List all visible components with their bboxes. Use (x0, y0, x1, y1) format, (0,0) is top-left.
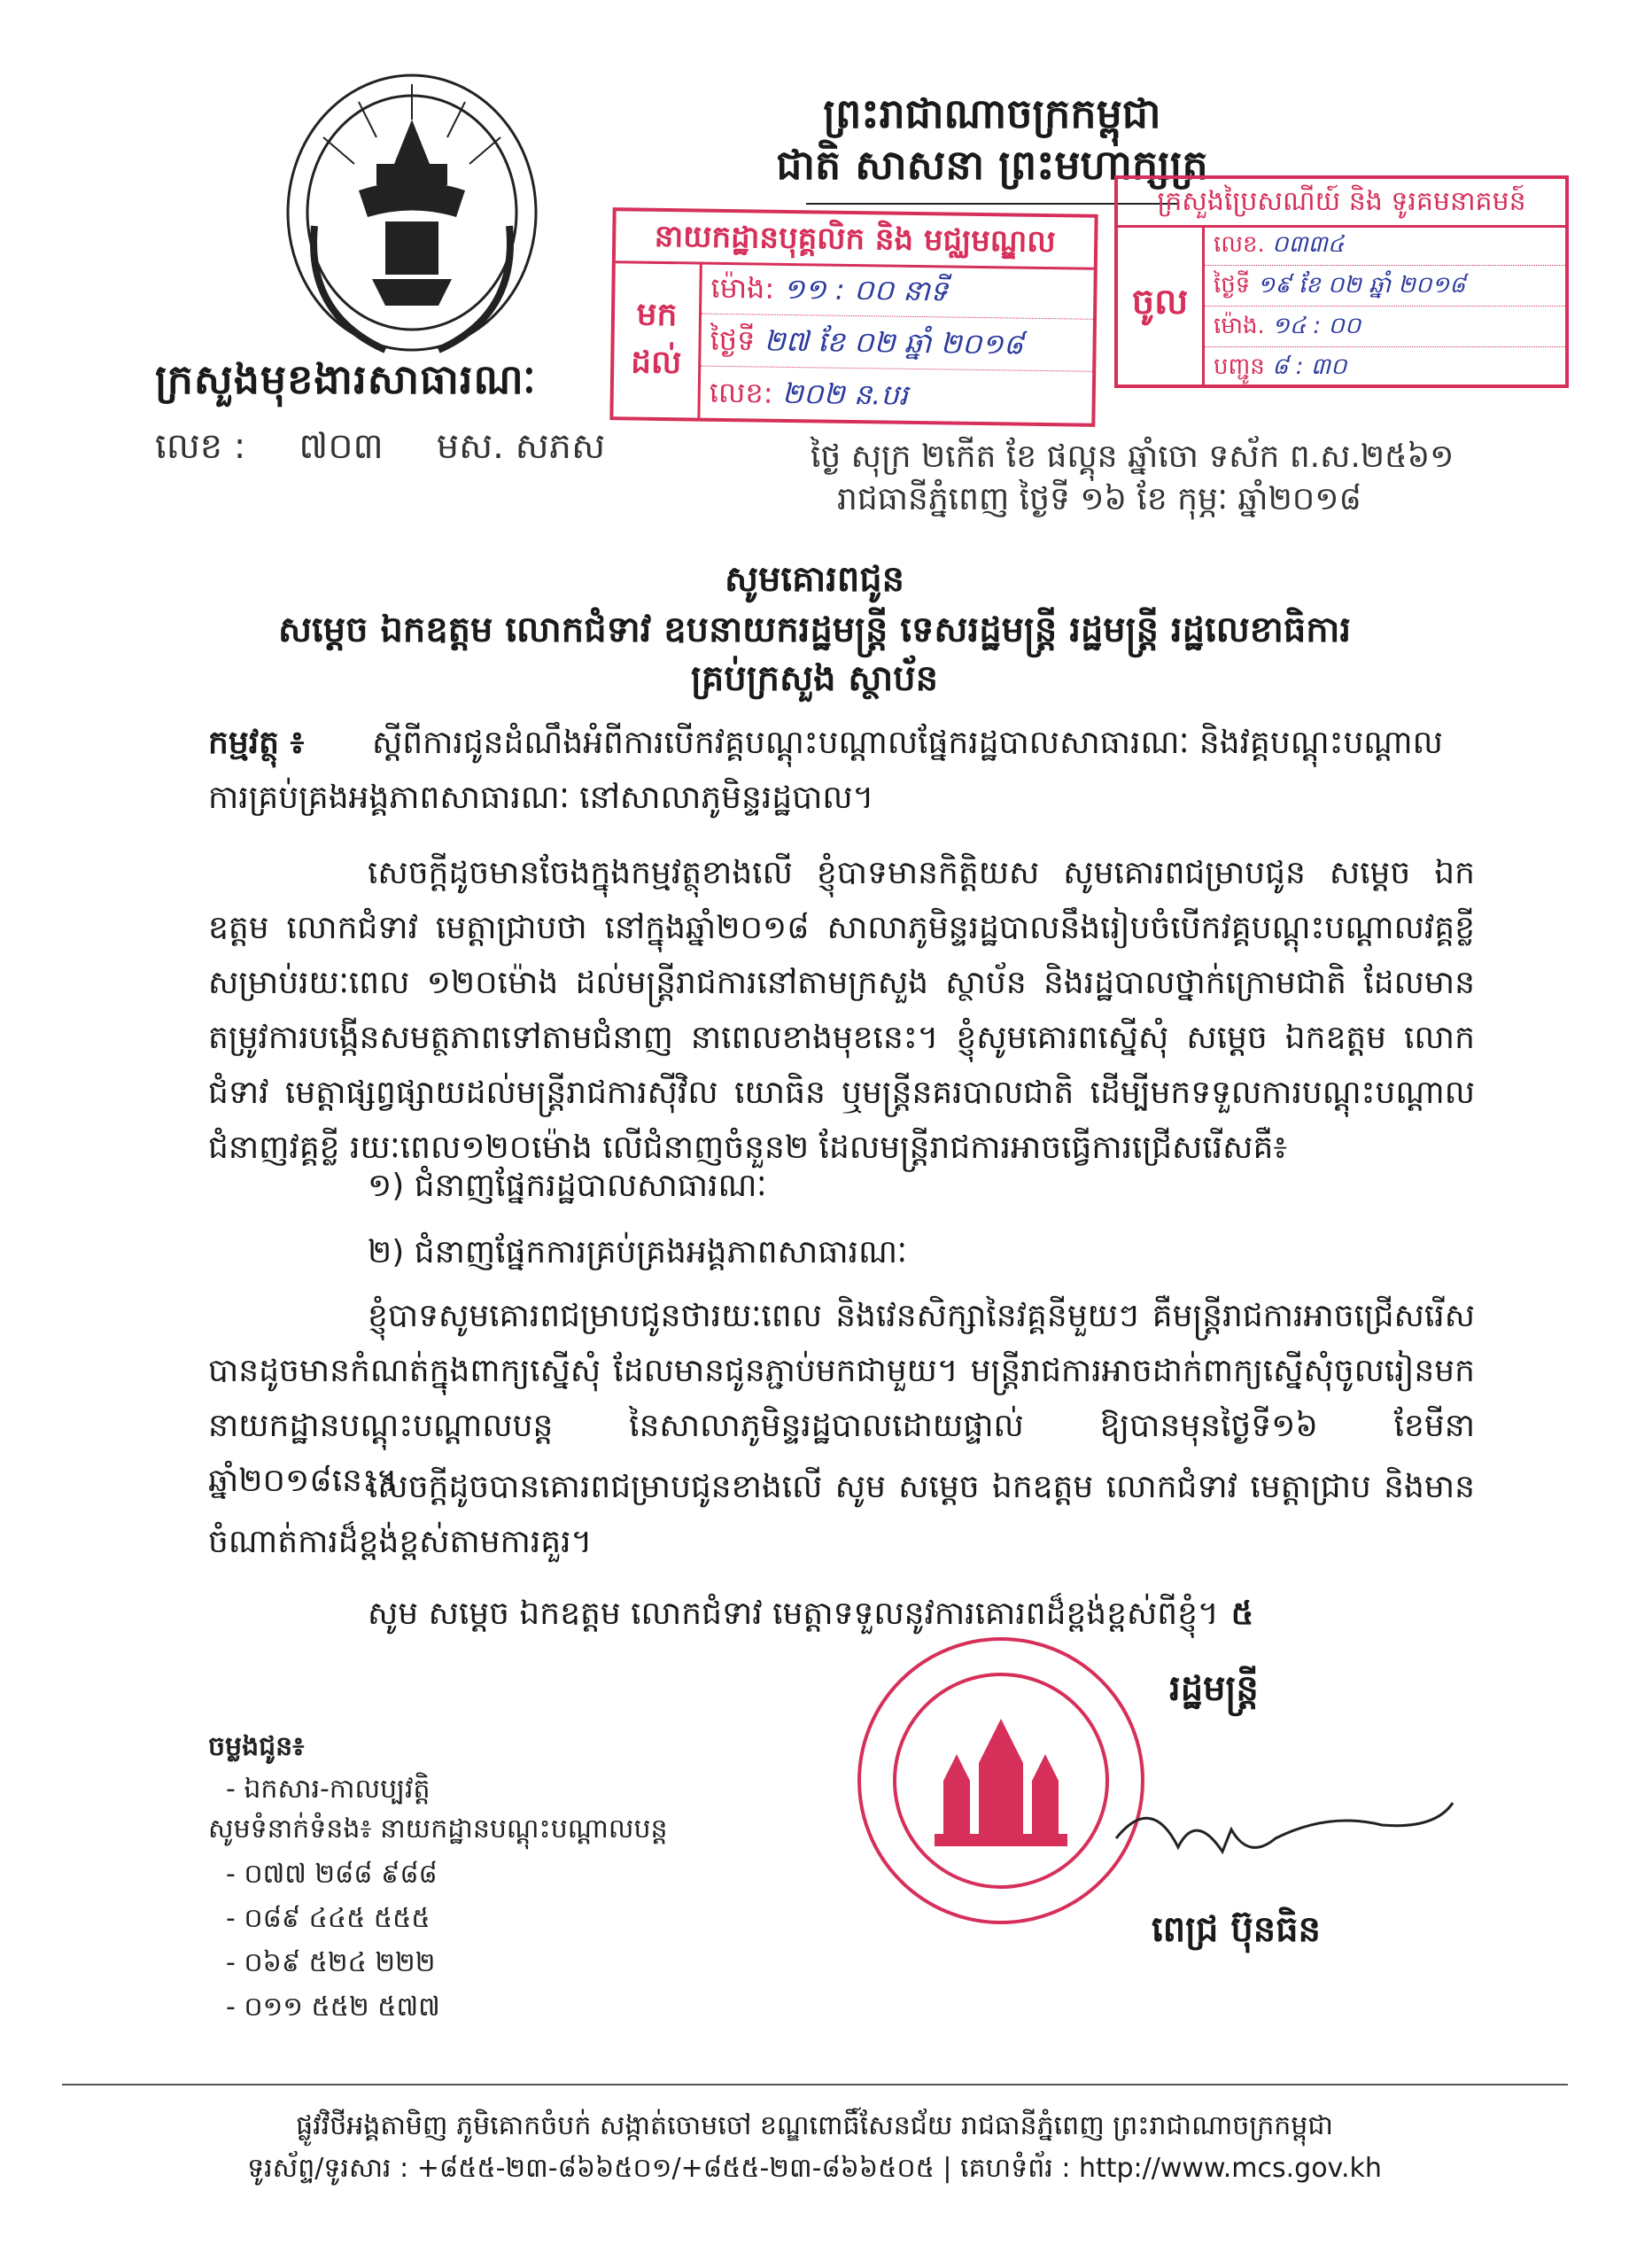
incoming-ref-label: បញ្ជូន (1214, 353, 1265, 380)
footer-contact: ទូរស័ព្ទ/ទូរសារ : +៨៥៥-២៣-៨៦៦៥០១/+៨៥៥-២៣-៨៦៦៥០៥ | គេហទំព័រ : http://www.mcs.gov.kh (247, 2153, 1382, 2184)
subject-text: ស្តីពីការជូនដំណឹងអំពីការបើកវគ្គបណ្តុះបណ្តាលផ្នែករដ្ឋបាលសាធារណៈ និងវគ្គបណ្តុះបណ្តាលការគ្រប់គ្រងអង្គភាពសាធារណៈ នៅសាលាភូមិន្ទរដ្ឋបាល។ (208, 725, 1443, 816)
received-side-line1: មក (636, 296, 678, 334)
salutation-recipients: សម្តេច ឯកឧត្តម លោកជំទាវ ឧបនាយករដ្ឋមន្ត្រី ទេសរដ្ឋមន្ត្រី រដ្ឋមន្ត្រី រដ្ឋលេខាធិការ (277, 610, 1352, 650)
signatory-title: រដ្ឋមន្ត្រី (1169, 1668, 1259, 1709)
contact-phone-3: - ០៦៩ ៥២៤ ២២២ (226, 1947, 436, 1978)
reference-number (155, 423, 658, 476)
incoming-num-value: ០៣៣៤ (1272, 231, 1345, 258)
signatory-name: ពេជ្រ ប៊ុនធិន (1152, 1909, 1321, 1950)
incoming-date-value: ១៩ ខែ ០២ ឆ្នាំ ២០១៨ (1257, 272, 1466, 299)
incoming-time-label: ម៉ោង. (1214, 313, 1265, 339)
received-date-value: ២៧ ខែ ០២ ឆ្នាំ ២០១៨ (764, 323, 1024, 361)
body-paragraph-2: ខ្ញុំបាទសូមគោរពជម្រាបជូនថារយៈពេល និងវេនសិក្សានៃវគ្គនីមួយៗ គឺមន្ត្រីរាជការអាចជ្រើសរើសបានដូចមានកំណត់ក្នុងពាក្យស្នើសុំ ដែលមានជូនភ្ជាប់មកជាមួយ។ មន្ត្រីរាជការអាចដាក់ពាក្យស្នើសុំចូលរៀនមកនាយកដ្ឋានបណ្តុះបណ្តាលបន្ត នៃសាលាភូមិន្ទរដ្ឋបាលដោយផ្ទាល់ ឱ្យបានមុនថ្ងៃទី១៦ ខែមីនា ឆ្នាំ២០១៨នេះ។ (208, 1298, 1475, 1499)
received-stamp (609, 207, 1098, 427)
incoming-ref-value: ៨ : ៣០ (1272, 353, 1347, 380)
solar-date: រាជធានីភ្នំពេញ ថ្ងៃទី ១៦ ខែ កុម្ភៈ ឆ្នាំ២០១៨ (837, 481, 1362, 517)
received-stamp-side (613, 260, 702, 417)
body-paragraph-3: សេចក្តីដូចបានគោរពជម្រាបជូនខាងលើ សូម សម្តេច ឯកឧត្តម លោកជំទាវ មេត្តាជ្រាប និងមានចំណាត់ការដ៏ខ្ពង់ខ្ពស់តាមការគួរ។ (208, 1469, 1475, 1560)
copies-label: ចម្លងជូន៖ (208, 1731, 305, 1762)
incoming-stamp-title: ក្រសួងប្រៃសណីយ៍ និង ទូរគមនាគមន៍ (1118, 179, 1565, 228)
received-num-row (700, 367, 1092, 423)
incoming-stamp (1114, 175, 1569, 388)
national-motto: ជាតិ សាសនា ព្រះមហាក្សត្រ (776, 140, 1208, 189)
salutation-institutions: គ្រប់ក្រសួង ស្ថាប័ន (691, 658, 938, 699)
ministry-name: ក្រសួងមុខងារសាធារណៈ (155, 355, 537, 403)
incoming-time-value: ១៤ : ០០ (1272, 313, 1361, 339)
received-num-value: ២០២ ន.បរ (781, 376, 909, 412)
received-date-row (701, 315, 1093, 372)
contact-phone-2: - ០៨៩ ៤៤៥ ៥៥៥ (226, 1903, 431, 1934)
contact-phone-1: - ០៧៧ ២៨៨ ៩៨៨ (226, 1859, 438, 1890)
incoming-time-row (1205, 307, 1565, 347)
subject-block (208, 716, 1475, 826)
closing-text: សូម សម្តេច ឯកឧត្តម លោកជំទាវ មេត្តាទទួលនូវការគោរពដ៏ខ្ពង់ខ្ពស់ពីខ្ញុំ។ (368, 1596, 1219, 1632)
copies-archive: - ឯកសារ-កាលប្បវត្តិ (226, 1774, 431, 1805)
received-num-label: លេខ: (709, 375, 773, 410)
contact-label: សូមទំនាក់ទំនង៖ នាយកដ្ឋានបណ្តុះបណ្តាលបន្ត (208, 1814, 668, 1845)
received-stamp-title: នាយកដ្ឋានបុគ្គលិក និង មជ្ឈមណ្ឌល (616, 211, 1095, 270)
contact-phone-4: - ០១១ ៥៥២ ៥៧៧ (226, 1992, 440, 2023)
footer-divider (62, 2084, 1568, 2085)
ref-number: ៧០៣ (299, 426, 384, 467)
ref-code: មស. សភស (436, 426, 606, 467)
list-item-1: ១) ជំនាញផ្នែករដ្ឋបាលសាធារណៈ (368, 1168, 767, 1204)
received-date-label: ថ្ងៃទី (710, 322, 756, 358)
incoming-ref-row (1205, 347, 1565, 387)
signature-icon (1098, 1776, 1470, 1874)
royal-emblem-icon (252, 66, 571, 377)
closing-mark: ៥ (1230, 1596, 1254, 1632)
body-paragraph-1: សេចក្តីដូចមានចែងក្នុងកម្មវត្ថុខាងលើ ខ្ញុំបាទមានកិត្តិយស សូមគោរពជម្រាបជូន សម្តេច ឯកឧត្តម លោកជំទាវ មេត្តាជ្រាបថា នៅក្នុងឆ្នាំ២០១៨ សាលាភូមិន្ទរដ្ឋបាលនឹងរៀបចំបើកវគ្គបណ្តុះបណ្តាលវគ្គខ្លីសម្រាប់រយៈពេល ១២០ម៉ោង ដល់មន្ត្រីរាជការនៅតាមក្រសួង ស្ថាប័ន និងរដ្ឋបាលថ្នាក់ក្រោមជាតិ ដែលមានតម្រូវការបង្កើនសមត្ថភាពទៅតាមជំនាញ នាពេលខាងមុខនេះ។ ខ្ញុំសូមគោរពស្នើសុំ សម្តេច ឯកឧត្តម លោកជំទាវ មេត្តាផ្សព្វផ្សាយដល់មន្ត្រីរាជការស៊ីវិល យោធិន ឬមន្ត្រីនគរបាលជាតិ ដើម្បីមកទទួលការបណ្តុះបណ្តាលជំនាញវគ្គខ្លី រយៈពេល១២០ម៉ោង លើជំនាញចំនួន២ ដែលមន្ត្រីរាជការអាចធ្វើការជ្រើសរើសគឺ៖ (208, 855, 1475, 1166)
incoming-num-row (1205, 225, 1565, 266)
received-time-row (702, 262, 1094, 320)
footer-address: ផ្លូវវិថីអង្គតាមិញ ភូមិគោកចំបក់ សង្កាត់ចោមចៅ ខណ្ឌពោធិ៍សែនជ័យ រាជធានីភ្នំពេញ ព្រះរាជាណាចក្រកម្ពុជា (296, 2110, 1333, 2141)
ref-label: លេខ : (155, 426, 246, 467)
incoming-stamp-side: ចូល (1118, 225, 1205, 384)
kingdom-name: ព្រះរាជាណាចក្រកម្ពុជា (823, 89, 1161, 137)
incoming-date-row (1205, 266, 1565, 307)
received-time-value: ១១ : ០០ នាទី (783, 271, 949, 308)
received-time-label: ម៉ោង: (710, 270, 775, 306)
list-item-2: ២) ជំនាញផ្នែកការគ្រប់គ្រងអង្គភាពសាធារណៈ (368, 1234, 907, 1270)
lunar-date: ថ្ងៃ សុក្រ ២កើត ខែ ផល្គុន ឆ្នាំចោ ទស័ក ព.ស.២៥៦១ (811, 439, 1454, 475)
subject-label: កម្មវត្ថុ ៖ (208, 725, 305, 761)
received-side-line2: ដល់ (630, 344, 682, 382)
incoming-num-label: លេខ. (1214, 231, 1265, 258)
salutation-heading: សូមគោរពជូន (724, 559, 905, 600)
incoming-date-label: ថ្ងៃទី (1214, 272, 1251, 299)
